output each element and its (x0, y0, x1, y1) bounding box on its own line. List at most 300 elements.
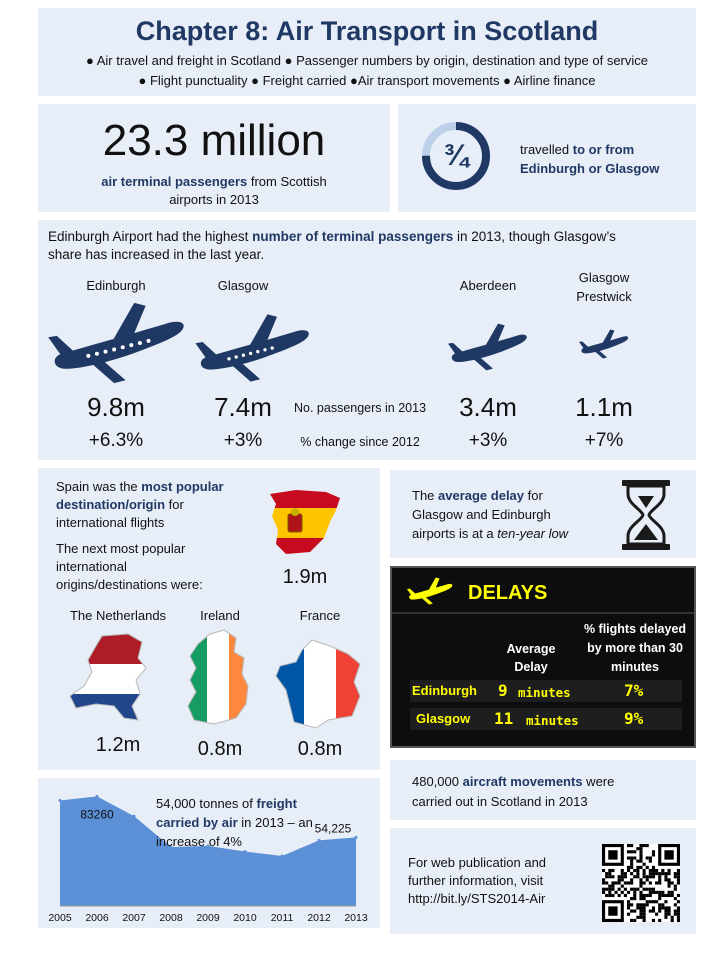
delay-note-line3-italic: ten-year low (497, 526, 569, 541)
qr-module (661, 872, 664, 875)
qr-module (677, 875, 680, 878)
movements-value: 480,000 (412, 774, 459, 789)
qr-module (608, 894, 611, 897)
qr-module (646, 878, 649, 881)
delay-note-text (412, 486, 612, 543)
qr-module (658, 910, 661, 913)
delay-note-post: for (524, 488, 543, 503)
qr-module (677, 919, 680, 922)
qr-module (652, 888, 655, 891)
qr-module (630, 910, 633, 913)
delay-note-line2: Glasgow and Edinburgh (412, 507, 551, 522)
qr-module (639, 897, 642, 900)
qr-module (652, 919, 655, 922)
airport-name-aberdeen: Aberdeen (459, 278, 517, 293)
qr-module (639, 878, 642, 881)
topics-line-1: ● Air travel and freight in Scotland ● Passenger numbers by origin, destination and type of service (85, 53, 648, 68)
qr-module (630, 860, 633, 863)
delays-row-delay-num: 9 (498, 681, 508, 700)
qr-module (633, 869, 636, 872)
next-popular-text (56, 540, 256, 594)
qr-module (649, 869, 652, 872)
qr-module (677, 878, 680, 881)
delays-row-airport: Glasgow (416, 711, 471, 726)
spain-value: 1.9m (282, 566, 328, 588)
header-panel (38, 8, 696, 96)
qr-module (624, 888, 627, 891)
spain-text-bold1: most popular (141, 479, 224, 494)
web-line1: For web publication and (408, 855, 547, 870)
x-tick-label: 2009 (196, 912, 220, 924)
qr-module (677, 872, 680, 875)
share-text-bold1: to or from (572, 142, 635, 157)
qr-module (677, 913, 680, 916)
qr-module (618, 878, 621, 881)
qr-module (671, 916, 674, 919)
qr-module (608, 850, 617, 859)
qr-module (658, 891, 661, 894)
delays-col-pct (572, 620, 698, 677)
qr-module (630, 897, 633, 900)
web-url[interactable]: http://bit.ly/STS2014-Air (408, 891, 546, 906)
total-passengers-label-bold: air terminal passengers (101, 174, 248, 189)
airports-intro (48, 228, 688, 264)
qr-module (664, 894, 667, 897)
freight-text-post: in 2013 – an (237, 815, 313, 830)
qr-module (643, 897, 646, 900)
freight-text-pre: 54,000 tonnes of (156, 796, 257, 811)
qr-module (633, 919, 636, 922)
share-fraction: ¾ (443, 139, 469, 172)
qr-module (677, 910, 680, 913)
qr-module (652, 875, 655, 878)
qr-module (652, 906, 655, 909)
qr-module (608, 872, 611, 875)
qr-module (658, 878, 661, 881)
qr-module (655, 913, 658, 916)
airport-name-prestwick-line1: Glasgow (578, 270, 630, 285)
spain-text (56, 478, 256, 532)
qr-module (668, 891, 671, 894)
qr-module (621, 891, 624, 894)
airplane-icon (406, 576, 454, 606)
qr-module (668, 913, 671, 916)
spain-text-pre: Spain was the (56, 479, 142, 494)
qr-module (627, 844, 630, 847)
qr-module (630, 878, 633, 881)
movements-post: were (582, 774, 615, 789)
qr-module (643, 888, 646, 891)
plane-icon (192, 312, 314, 384)
qr-module (643, 919, 646, 922)
qr-module (605, 875, 608, 878)
delays-col1-line2: Delay (514, 660, 548, 674)
qr-module (674, 872, 677, 875)
qr-module (621, 878, 624, 881)
qr-module (630, 863, 633, 866)
qr-module (652, 891, 655, 894)
qr-module (668, 906, 671, 909)
x-tick-label: 2012 (307, 912, 331, 924)
delays-row-delay-num: 11 (494, 709, 514, 728)
qr-module (655, 891, 658, 894)
qr-module (624, 875, 627, 878)
qr-module (677, 906, 680, 909)
plane-icon (44, 300, 190, 386)
qr-module (630, 866, 633, 869)
qr-module (633, 894, 636, 897)
qr-module (618, 894, 621, 897)
qr-module (636, 869, 639, 872)
x-tick-label: 2010 (233, 912, 257, 924)
qr-module (643, 881, 646, 884)
qr-module (661, 906, 664, 909)
qr-module (658, 894, 661, 897)
netherlands-flag-map (66, 632, 152, 726)
delays-col-avg-delay (486, 640, 576, 676)
qr-module (661, 903, 664, 906)
qr-module (674, 885, 677, 888)
qr-module (664, 906, 667, 909)
qr-module (649, 891, 652, 894)
qr-module (664, 878, 667, 881)
hourglass-icon (620, 480, 672, 550)
qr-module (602, 891, 605, 894)
row-label-passengers: No. passengers in 2013 (293, 401, 427, 415)
qr-module (655, 869, 658, 872)
total-passengers-label (38, 174, 390, 189)
qr-module (627, 856, 630, 859)
qr-module (630, 872, 633, 875)
qr-module (677, 894, 680, 897)
next-popular-line2: international (56, 559, 127, 574)
qr-module (639, 885, 642, 888)
qr-module (655, 872, 658, 875)
delays-row-delay-unit: minutes (518, 685, 571, 700)
qr-module (627, 850, 630, 853)
qr-module (646, 888, 649, 891)
qr-module (621, 875, 624, 878)
qr-module (639, 906, 642, 909)
qr-module (618, 881, 621, 884)
qr-module (602, 869, 605, 872)
qr-module (658, 919, 661, 922)
delays-col2-line3: minutes (611, 660, 659, 674)
qr-module (605, 894, 608, 897)
total-passengers-value: 23.3 million (102, 116, 326, 165)
qr-module (649, 872, 652, 875)
qr-module (658, 875, 661, 878)
qr-module (611, 888, 614, 891)
qr-module (649, 860, 652, 863)
total-passengers-panel (38, 104, 390, 212)
qr-module (677, 916, 680, 919)
qr-module (643, 869, 646, 872)
delay-note-pre: The (412, 488, 439, 503)
qr-module (639, 913, 642, 916)
qr-module (639, 866, 642, 869)
qr-module (611, 869, 614, 872)
qr-module (658, 906, 661, 909)
movements-line2: carried out in Scotland in 2013 (412, 794, 588, 809)
qr-module (602, 881, 605, 884)
qr-module (643, 863, 646, 866)
qr-module (658, 872, 661, 875)
qr-module (649, 910, 652, 913)
data-label: 54,225 (314, 821, 352, 836)
country-value-netherlands: 1.2m (95, 734, 141, 756)
qr-module (636, 875, 639, 878)
data-point (281, 854, 284, 857)
qr-module (633, 910, 636, 913)
qr-module (602, 888, 605, 891)
qr-module (636, 888, 639, 891)
plane-icon (578, 328, 630, 360)
x-tick-label: 2013 (344, 912, 368, 924)
data-point (133, 815, 136, 818)
qr-module (668, 885, 671, 888)
qr-module (611, 881, 614, 884)
qr-module (636, 906, 639, 909)
airport-change-aberdeen: +3% (468, 430, 508, 451)
delays-board (390, 566, 696, 748)
delays-title: DELAYS (468, 582, 548, 604)
qr-module (643, 916, 646, 919)
qr-module (668, 881, 671, 884)
share-text-bold2: Edinburgh or Glasgow (520, 161, 660, 176)
qr-module (608, 891, 611, 894)
qr-module (643, 894, 646, 897)
freight-text-line3: increase of 4% (156, 834, 242, 849)
delays-row-delay-unit: minutes (526, 713, 579, 728)
delay-note-bold: average delay (438, 488, 525, 503)
airports-intro-line2: share has increased in the last year. (48, 247, 265, 262)
freight-text-bold1: freight (256, 796, 297, 811)
qr-module (646, 894, 649, 897)
qr-module (664, 872, 667, 875)
qr-module (608, 906, 617, 915)
qr-module (674, 888, 677, 891)
spain-text-line3: international flights (56, 515, 165, 530)
qr-module (668, 910, 671, 913)
qr-module (639, 916, 642, 919)
qr-module (677, 881, 680, 884)
airport-change-glasgow: +3% (223, 430, 263, 451)
x-tick-label: 2005 (48, 912, 72, 924)
qr-module (652, 900, 655, 903)
x-tick-label: 2006 (85, 912, 109, 924)
qr-module (627, 900, 630, 903)
qr-module (627, 903, 630, 906)
france-flag-map (272, 636, 368, 730)
qr-module (639, 881, 642, 884)
qr-module (618, 888, 621, 891)
destinations-panel (38, 468, 380, 770)
row-label-change: % change since 2012 (300, 435, 420, 449)
qr-module (627, 891, 630, 894)
qr-module (646, 903, 649, 906)
qr-module (652, 910, 655, 913)
qr-module (668, 878, 671, 881)
ireland-flag-map (184, 628, 254, 728)
delays-col2-line1: % flights delayed (583, 622, 687, 636)
qr-module (608, 888, 611, 891)
qr-module (639, 850, 642, 853)
airports-panel (38, 220, 696, 460)
qr-module (661, 894, 664, 897)
delays-row-airport: Edinburgh (412, 683, 477, 698)
qr-module (605, 881, 608, 884)
qr-module (636, 916, 639, 919)
x-tick-label: 2011 (270, 912, 294, 924)
airport-name-edinburgh: Edinburgh (86, 278, 146, 293)
qr-module (639, 856, 642, 859)
qr-module (639, 860, 642, 863)
qr-module (643, 913, 646, 916)
delay-note-panel (390, 470, 696, 558)
qr-module (664, 916, 667, 919)
qr-module (630, 844, 633, 847)
qr-module (643, 906, 646, 909)
qr-module (624, 872, 627, 875)
share-text (520, 140, 690, 178)
qr-module (633, 891, 636, 894)
spain-flag-map (266, 486, 344, 562)
qr-module (611, 885, 614, 888)
qr-module (664, 850, 673, 859)
qr-module (674, 897, 677, 900)
qr-module (627, 881, 630, 884)
qr-module (643, 844, 646, 847)
qr-module (671, 894, 674, 897)
qr-module (627, 866, 630, 869)
web-panel (390, 828, 696, 934)
qr-module (649, 900, 652, 903)
qr-module (639, 853, 642, 856)
qr-module (627, 906, 630, 909)
airports-intro-post: in 2013, though Glasgow’s (453, 229, 616, 244)
qr-module (639, 903, 642, 906)
spain-text-post: for (165, 497, 184, 512)
airport-passengers-glasgow: 7.4m (214, 392, 272, 422)
country-name-netherlands: The Netherlands (69, 608, 167, 623)
qr-module (636, 872, 639, 875)
next-popular-line1: The next most popular (56, 541, 186, 556)
qr-module (674, 910, 677, 913)
country-name-france: France (299, 608, 341, 623)
qr-module (605, 888, 608, 891)
qr-module (671, 881, 674, 884)
qr-module (624, 881, 627, 884)
qr-module (608, 869, 611, 872)
airport-name-prestwick (554, 268, 654, 306)
qr-module (643, 903, 646, 906)
qr-module (646, 900, 649, 903)
qr-module (652, 850, 655, 853)
qr-module (649, 894, 652, 897)
share-panel (398, 104, 696, 212)
qr-module (633, 875, 636, 878)
qr-module (658, 881, 661, 884)
qr-module (646, 866, 649, 869)
qr-module (636, 860, 639, 863)
airport-name-prestwick-line2: Prestwick (576, 289, 632, 304)
qr-code[interactable] (602, 844, 680, 922)
qr-module (639, 891, 642, 894)
qr-module (630, 881, 633, 884)
qr-module (671, 891, 674, 894)
qr-module (643, 875, 646, 878)
delays-col2-line2: by more than 30 (587, 641, 683, 655)
data-point (59, 799, 62, 802)
data-label: 83260 (80, 807, 114, 822)
delays-header-bar (392, 612, 694, 614)
freight-panel (38, 778, 380, 928)
airport-change-edinburgh: +6.3% (88, 430, 144, 451)
qr-module (621, 872, 624, 875)
movements-panel (390, 760, 696, 820)
qr-module (649, 875, 652, 878)
qr-module (633, 888, 636, 891)
qr-module (639, 910, 642, 913)
qr-module (630, 903, 633, 906)
qr-module (608, 875, 611, 878)
plane-icon (446, 322, 530, 372)
qr-module (627, 869, 630, 872)
qr-module (655, 881, 658, 884)
qr-module (652, 872, 655, 875)
airports-intro-pre: Edinburgh Airport had the highest (48, 229, 253, 244)
qr-module (621, 885, 624, 888)
x-tick-label: 2008 (159, 912, 183, 924)
qr-module (636, 847, 639, 850)
qr-module (614, 881, 617, 884)
web-line2: further information, visit (408, 873, 544, 888)
qr-module (661, 891, 664, 894)
qr-module (652, 853, 655, 856)
airport-passengers-prestwick: 1.1m (575, 392, 633, 422)
qr-module (639, 847, 642, 850)
qr-module (611, 894, 614, 897)
qr-module (674, 875, 677, 878)
movements-text (412, 772, 692, 812)
qr-module (630, 919, 633, 922)
qr-module (618, 875, 621, 878)
qr-module (646, 844, 649, 847)
qr-module (614, 891, 617, 894)
qr-module (664, 913, 667, 916)
data-point (96, 795, 99, 798)
delay-note-line3-pre: airports is at a (412, 526, 498, 541)
qr-module (664, 875, 667, 878)
qr-module (643, 872, 646, 875)
airport-change-prestwick: +7% (584, 430, 624, 451)
qr-module (636, 866, 639, 869)
movements-bold: aircraft movements (459, 774, 583, 789)
qr-module (633, 856, 636, 859)
qr-module (668, 869, 671, 872)
qr-module (630, 856, 633, 859)
qr-module (668, 894, 671, 897)
qr-module (652, 866, 655, 869)
qr-module (664, 910, 667, 913)
qr-module (624, 894, 627, 897)
qr-module (639, 894, 642, 897)
country-value-ireland: 0.8m (197, 738, 243, 760)
qr-module (658, 897, 661, 900)
qr-module (608, 885, 611, 888)
qr-module (643, 910, 646, 913)
